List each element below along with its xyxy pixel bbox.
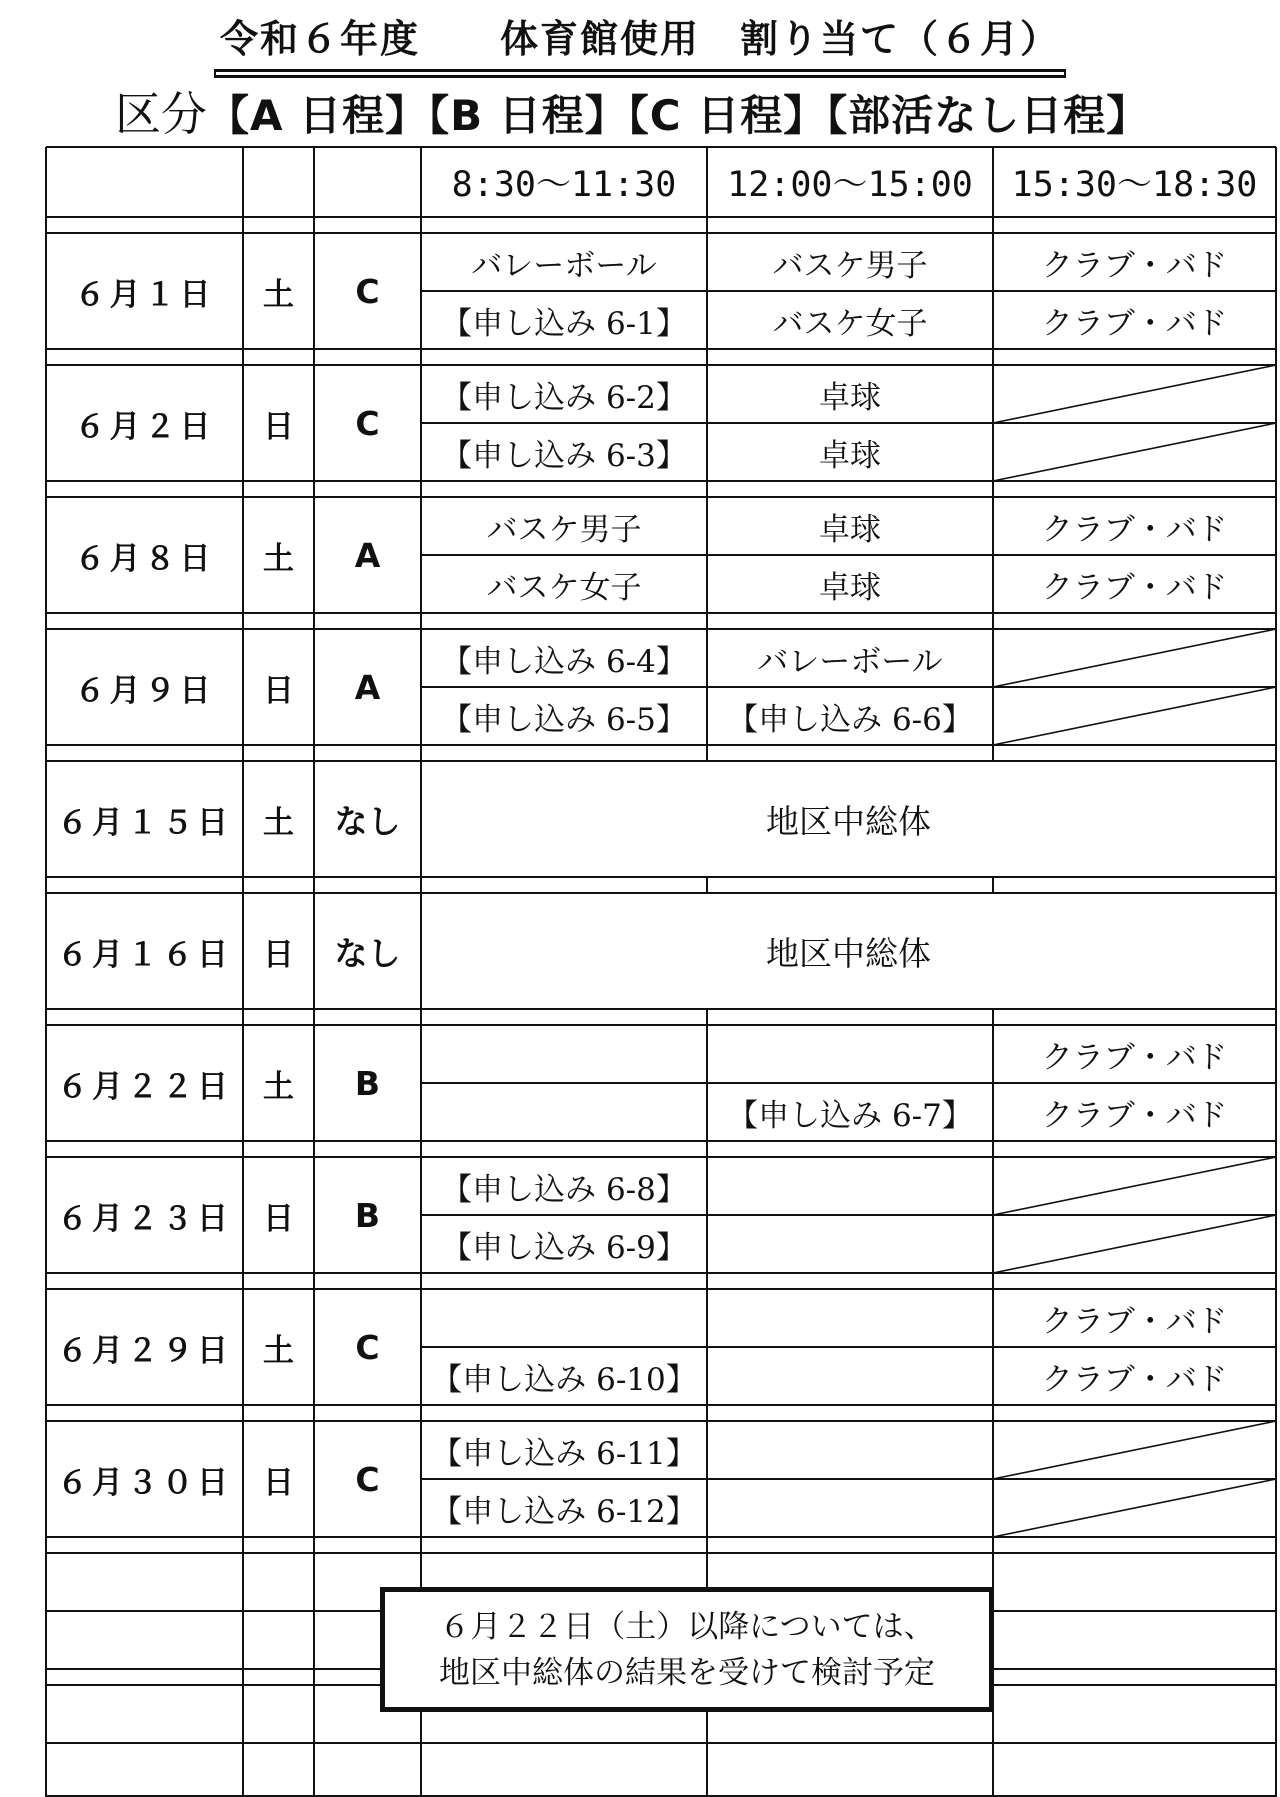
day-category: C [355,403,380,443]
activity-slot-midday [707,1289,993,1347]
grid-line-v [420,1273,422,1289]
day-of-week: 日 [263,1464,294,1501]
grid-line-v [242,1537,244,1797]
day-category: B [354,1195,381,1235]
grid-line-v [992,481,994,497]
activity-slot-midday: 卓球 [819,511,881,548]
day-date: ６月１日 [74,276,215,313]
header-slot-midday: 12:00～15:00 [727,165,973,205]
grid-line-v [313,745,315,761]
grid-line-v [242,481,244,497]
grid-line-v [242,1273,244,1289]
day-date: ６月２２日 [57,1068,232,1105]
activity-slot-morning [421,1289,707,1347]
category-list: 【A 日程】【B 日程】【C 日程】【部活なし日程】 [207,91,1150,140]
activity-slot-midday [707,1215,993,1273]
activity-slot-midday: 【申し込み 6-6】 [727,701,973,738]
activity-slot-morning: バレーボール [471,247,657,284]
grid-line-v [313,613,315,629]
grid-line-v [992,1009,994,1025]
activity-slot-midday [707,1157,993,1215]
grid-line-v [992,877,994,893]
title-text: 令和６年度 体育館使用 割り当て（６月） [214,8,1066,72]
day-of-week: 日 [263,936,294,973]
grid-line-v [313,877,315,893]
day-category: C [355,1327,380,1367]
day-date: ６月２９日 [57,1332,232,1369]
header-slot-evening: 15:30～18:30 [1011,165,1258,205]
day-of-week: 日 [263,408,294,445]
activity-slot-midday [707,1025,993,1083]
grid-line-v [992,1141,994,1157]
day-of-week: 日 [263,1200,294,1237]
grid-line-v [992,745,994,761]
empty-slot-diagonal [993,687,1276,745]
activity-slot-morning: バスケ女子 [486,569,642,606]
grid-line-h [46,1552,1276,1554]
grid-line-v [706,481,708,497]
empty-slot-diagonal [993,423,1276,481]
category-legend [115,78,1149,144]
activity-slot-midday [707,1479,993,1537]
grid-line-v [706,1141,708,1157]
grid-line-v [420,1141,422,1157]
grid-line-v [420,745,422,761]
day-of-week: 土 [263,1068,294,1105]
day-category: なし [334,801,401,841]
activity-slot-evening: クラブ・バド [1041,1303,1228,1340]
activity-slot-morning: 【申し込み 6-9】 [441,1229,687,1266]
day-category: C [355,1459,380,1499]
activity-slot-midday: バスケ女子 [772,305,928,342]
notice-line-2: 地区中総体の結果を受けて検討予定 [439,1654,935,1691]
day-category: B [354,1063,381,1103]
activity-slot-midday: 卓球 [819,437,881,474]
activity-slot-morning: 【申し込み 6-11】 [431,1435,697,1472]
empty-row-line [46,1742,1276,1744]
grid-line-v [420,349,422,365]
day-category: A [354,667,381,707]
activity-slot-morning: 【申し込み 6-12】 [431,1493,697,1530]
grid-line-v [992,217,994,233]
grid-line-v [706,1273,708,1289]
day-date: ６月１５日 [57,804,232,841]
activity-slot-midday: バスケ男子 [772,247,928,284]
activity-slot-midday [707,1421,993,1479]
activity-slot-evening: クラブ・バド [1041,569,1228,606]
grid-line-v [242,877,244,893]
day-of-week: 日 [263,672,294,709]
activity-slot-evening: クラブ・バド [1041,1097,1228,1134]
activity-slot-midday: 【申し込み 6-7】 [727,1097,973,1134]
activity-slot-midday [707,1347,993,1405]
day-of-week: 土 [263,276,294,313]
activity-slot-midday: 卓球 [819,379,881,416]
grid-line-v [420,1009,422,1025]
grid-line-v [420,1405,422,1421]
day-date: ６月１６日 [57,936,232,973]
empty-slot-diagonal [993,1421,1276,1479]
grid-line-v [992,1273,994,1289]
activity-slot-morning: 【申し込み 6-5】 [441,701,687,738]
activity-slot-morning: 【申し込み 6-8】 [441,1171,687,1208]
activity-slot-morning: 【申し込み 6-3】 [441,437,687,474]
grid-line-v [706,349,708,365]
grid-line-v [313,1273,315,1289]
empty-slot-diagonal [993,1479,1276,1537]
grid-line-v [706,217,708,233]
event-merged-cell: 地区中総体 [766,933,931,973]
day-category: なし [334,933,401,973]
grid-line-v [706,1009,708,1025]
day-date: ６月８日 [74,540,215,577]
notice-line-1: ６月２２日（土）以降については、 [439,1608,935,1645]
schedule-table [46,147,1276,1797]
day-of-week: 土 [263,1332,294,1369]
grid-line-v [313,147,315,217]
activity-slot-midday: 卓球 [819,569,881,606]
header-slot-morning: 8:30～11:30 [451,165,677,205]
event-merged-cell: 地区中総体 [766,801,931,841]
grid-line-v [313,1009,315,1025]
activity-slot-morning: 【申し込み 6-10】 [431,1361,697,1398]
grid-line-v [242,349,244,365]
grid-line-v [313,349,315,365]
grid-line-v [706,613,708,629]
category-label: 区分 [115,87,207,141]
grid-line-v [313,481,315,497]
activity-slot-evening: クラブ・バド [1041,1361,1228,1398]
grid-line-v [706,745,708,761]
notice-box [380,1587,994,1712]
grid-line-v [420,481,422,497]
day-category: C [355,271,380,311]
grid-line-v [992,349,994,365]
grid-line-v [706,1405,708,1421]
grid-line-v [992,1405,994,1421]
day-date: ６月９日 [74,672,215,709]
grid-line-v [313,1537,315,1797]
activity-slot-morning [421,1083,707,1141]
grid-line-v [242,613,244,629]
grid-line-v [313,1141,315,1157]
day-category: A [354,535,381,575]
activity-slot-morning [421,1025,707,1083]
grid-line-v [242,1009,244,1025]
empty-slot-diagonal [993,1215,1276,1273]
activity-slot-evening: クラブ・バド [1041,1039,1228,1076]
grid-line-v [313,217,315,233]
activity-slot-evening: クラブ・バド [1041,247,1228,284]
grid-line-v [420,613,422,629]
activity-slot-evening: クラブ・バド [1041,511,1228,548]
grid-line-v [420,217,422,233]
day-date: ６月３０日 [57,1464,232,1501]
grid-line-v [706,877,708,893]
day-date: ６月２日 [74,408,215,445]
grid-line-v [242,217,244,233]
grid-line-v [242,1141,244,1157]
activity-slot-morning: 【申し込み 6-1】 [441,305,687,342]
grid-line-v [242,745,244,761]
day-date: ６月２３日 [57,1200,232,1237]
empty-slot-diagonal [993,365,1276,423]
activity-slot-morning: 【申し込み 6-4】 [441,643,687,680]
day-of-week: 土 [263,804,294,841]
grid-line-v [992,613,994,629]
empty-slot-diagonal [993,1157,1276,1215]
activity-slot-morning: バスケ男子 [486,511,642,548]
page-title [0,8,1280,72]
grid-line-v [242,147,244,217]
grid-line-v [313,1405,315,1421]
grid-line-v [242,1405,244,1421]
day-of-week: 土 [263,540,294,577]
activity-slot-midday: バレーボール [757,643,943,680]
empty-slot-diagonal [993,629,1276,687]
activity-slot-morning: 【申し込み 6-2】 [441,379,687,416]
grid-line-v [420,877,422,893]
activity-slot-evening: クラブ・バド [1041,305,1228,342]
